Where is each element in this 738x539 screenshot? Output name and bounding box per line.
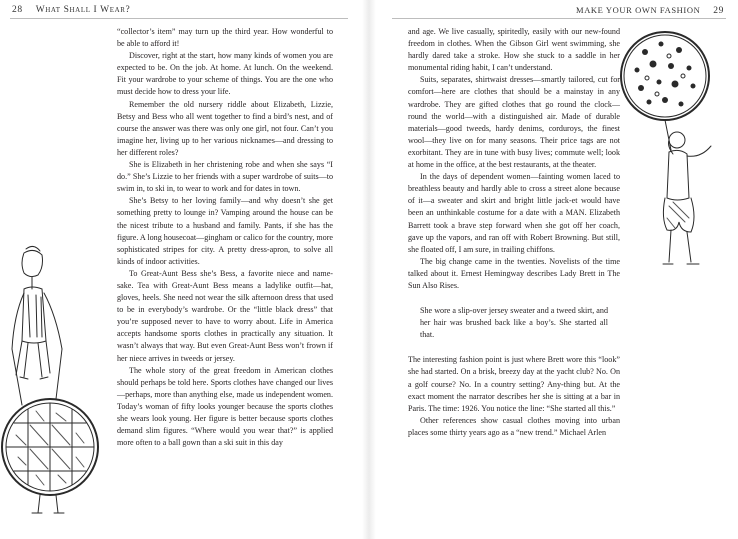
left-paragraph-2: Discover, right at the start, how many kinds of women you are expected to be. On the job. At home. At lunch. On the weekend. Fit your wardrobe to your scheme of things. You are the one who must decide how to dress your life.	[117, 51, 333, 97]
left-running-head	[12, 5, 130, 15]
left-paragraph-5: She’s Betsy to her loving family—and why doesn’t she get something pretty to lounge in? Vamping around the house can be the nicest tribute to a husband and family. Pants, if she has the figure. A long housecoat—gingham or calico for the country, more sophisticated stripes for city. A pretty dress-apron, to solve all kinds of indoor activities.	[117, 196, 333, 266]
right-running-head	[576, 5, 724, 16]
right-paragraph-1: and age. We live casually, spiritedly, easily with our new-found freedom in clothes. When the Gibson Girl went swimming, she hardly dared take a stroke. How she stuck to a saddle in her monumental riding habit, I can’t understand.	[408, 27, 620, 73]
left-paragraph-7: The whole story of the great freedom in American clothes should perhaps be told here. Sports clothes have changed our lives—perhaps, more than anything else, made us independent women. Today’s woman of fifty looks younger because the sports clothes she wears look young. Her figure is better because sports clothes demand slim figures. “Where would you wear that?” is applied more often to a ball gown than a ski suit in this day	[117, 365, 333, 448]
left-page-text	[117, 26, 333, 449]
right-header-rule	[392, 18, 726, 19]
right-page-text	[408, 26, 620, 439]
left-header-rule	[10, 18, 348, 19]
left-paragraph-6: To Great-Aunt Bess she’s Bess, a favorite niece and name-sake. Tea with Great-Aunt Bess means a ladylike outfit—hat, gloves, heels. She need not wear the silk afternoon dress that used to be in everybody’s wardrobe. Or the “little black dress” that you’re supposed never to have to worry about. Life in America accepts handsome sports clothes in practically any situation. It wasn’t always that way. But even Great-Aunt Bess won’t frown if her niece arrives in tweeds or jersey.	[117, 268, 333, 363]
left-paragraph-4: She is Elizabeth in her christening robe and when she says “I do.” She’s Lizzie to her friends with a super wardrobe of suits—to swim in, to ski in, to wear to work and for dates in town.	[117, 160, 333, 194]
right-paragraph-4: The big change came in the twenties. Novelists of the time talked about it. Ernest Hemingway describes Lady Brett in The Sun Also Rises.	[408, 256, 620, 290]
right-paragraph-3: In the days of dependent women—fainting women laced to breathless beauty and hardly able to cross a street alone because of it—a sweater and skirt and bright little jack-et would have been an unthinkable costume for a date with a MAN. Elizabeth Barrett took a brave step forward when she got off her coach, gave up the vapors, and ran off with Robert Browning. But still, she floated off, I am sure, in trailing chiffons.	[408, 172, 620, 254]
right-paragraph-5: The interesting fashion point is just where Brett wore this “look” she had started. On a brisk, breezy day at the yacht club? No. On a golf course? No. In a country setting? Any-thing but. At the exact moment the narrator describes her she is sitting at a bar in Paris. The time: 1926. You notice the line: “She started all this.”	[408, 355, 620, 413]
left-paragraph-3: Remember the old nursery riddle about Elizabeth, Lizzie, Betsy and Bess who all went together to find a bird’s nest, and of course the answer was there was only one girl, not four. Can’t you imagine her, living up to her various nicknames—and dressing to her different roles?	[117, 99, 333, 157]
right-page-number: 29	[713, 6, 724, 16]
man-with-parasol-illustration	[615, 22, 727, 276]
right-paragraph-2: Suits, separates, shirtwaist dresses—smartly tailored, cut for comfort—here are clothes that should be a mainstay in any wardrobe. They are gifted clothes that go round the clock—round the world—with a distinguished air. Made of durable materials—good tweeds, hardy denims, corduroys, the finest wool—they live on for many seasons. Their price tags are not exorbitant. They are in tune with busy lives; commute well; look at home in the office, at the best restaurants, at the theater.	[408, 75, 620, 170]
left-page-number: 28	[12, 5, 23, 15]
woman-with-patchwork-hoop-illustration	[0, 245, 112, 517]
left-paragraph-1: “collector’s item” may turn up the third year. How wonderful to be able to afford it!	[117, 27, 333, 49]
left-running-head-title: What Shall I Wear?	[35, 5, 131, 15]
right-running-head-title: MAKE YOUR OWN FASHION	[576, 5, 701, 15]
book-gutter	[362, 0, 376, 539]
right-paragraph-6: Other references show casual clothes moving into urban places some thirty years ago as a “new trend.” Michael Arlen	[408, 415, 620, 437]
block-quote: She wore a slip-over jersey sweater and a tweed skirt, and her hair was brushed back like a boy’s. She started all that.	[420, 306, 608, 340]
